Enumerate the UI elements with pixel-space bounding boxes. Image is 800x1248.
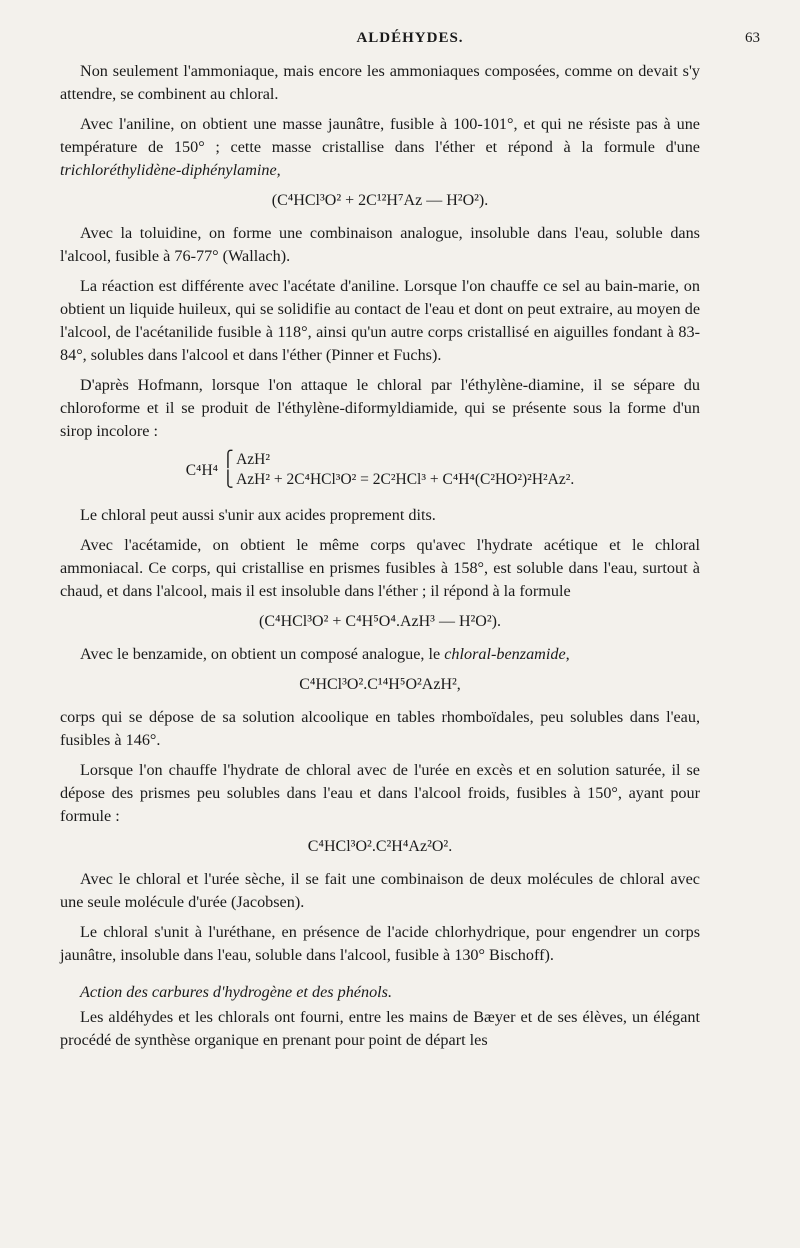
paragraph: Le chloral peut aussi s'unir aux acides proprement dits.	[80, 506, 436, 524]
paragraph: Avec le chloral et l'urée sèche, il se fait une combinaison de deux molécules de chloral avec une seule molécule d'urée (Jacobsen).	[60, 870, 700, 911]
section-title: Action des carbures d'hydrogène et des phénols.	[80, 983, 393, 1001]
paragraph: Non seulement l'ammoniaque, mais encore les ammoniaques composées, comme on devait s'y attendre, se combinent au chloral.	[60, 62, 700, 103]
page-header	[60, 30, 760, 54]
paragraph: Le chloral s'unit à l'uréthane, en présence de l'acide chlorhydrique, pour engendrer un corps jaunâtre, insoluble dans l'eau, soluble dans l'alcool, fusible à 130° Bischoff).	[60, 923, 700, 964]
paragraph	[60, 113, 700, 182]
paragraph: La réaction est différente avec l'acétate d'aniline. Lorsque l'on chauffe ce sel au bain-marie, on obtient un liquide huileux, qui se solidifie au contact de l'eau et dont on peut extraire, au moyen de l'alcool, de l'acétanilide fusible à 118°, ainsi qu'un autre corps cristallisé en aiguilles fondant à 83-84°, solubles dans l'alcool et dans l'éther (Pinner et Fuchs).	[60, 277, 700, 364]
formula-lines	[222, 450, 574, 490]
brace-formula	[60, 450, 700, 490]
formula: (C⁴HCl³O² + 2C¹²H⁷Az — H²O²).	[271, 192, 489, 209]
running-title: ALDÉHYDES.	[356, 30, 464, 46]
brace-top-icon: ⎧	[222, 451, 234, 468]
compound-name: chloral-benzamide,	[444, 645, 570, 663]
paragraph-text: Avec le benzamide, on obtient un composé analogue, le	[80, 645, 445, 663]
paragraph: Avec l'acétamide, on obtient le même corps qu'avec l'hydrate acétique et le chloral ammoniacal. Ce corps, qui cristallise en prismes fusibles à 158°, est soluble dans l'eau, surtout à chaud, et dans l'alcool, mais il est insoluble dans l'éther ; il répond à la formule	[60, 536, 700, 600]
paragraph-text: Avec l'aniline, on obtient une masse jaunâtre, fusible à 100-101°, et qui ne résiste pas à une température de 150° ; cette masse cristallise dans l'éther et répond à la formule d'une	[60, 115, 700, 156]
formula-line-top: AzH²	[236, 451, 270, 468]
paragraph: D'après Hofmann, lorsque l'on attaque le chloral par l'éthylène-diamine, il se sépare du chloroforme et il se produit de l'éthylène-diformyldiamide, qui se présente sous la forme d'un sirop incolore :	[60, 376, 700, 440]
paragraph: Avec la toluidine, on forme une combinaison analogue, insoluble dans l'eau, soluble dans l'alcool, fusible à 76-77° (Wallach).	[60, 224, 700, 265]
paragraph: Lorsque l'on chauffe l'hydrate de chloral avec de l'urée en excès et en solution saturée, il se dépose des prismes peu solubles dans l'eau et dans l'alcool froids, fusibles à 150°, ayant pour formule :	[60, 761, 700, 825]
compound-name: trichloréthylidène-diphénylamine,	[60, 161, 281, 179]
body-text	[60, 60, 700, 1059]
formula-radical: C⁴H⁴	[185, 461, 219, 479]
paragraph	[60, 643, 700, 666]
formula: C⁴HCl³O².C¹⁴H⁵O²AzH²,	[299, 676, 461, 693]
formula: (C⁴HCl³O² + C⁴H⁵O⁴.AzH³ — H²O²).	[259, 613, 501, 630]
paragraph: Les aldéhydes et les chlorals ont fourni, entre les mains de Bæyer et de ses élèves, un élégant procédé de synthèse organique en prenant pour point de départ les	[60, 1008, 700, 1049]
paragraph: corps qui se dépose de sa solution alcoolique en tables rhomboïdales, peu solubles dans l'eau, fusibles à 146°.	[60, 708, 700, 749]
formula: C⁴HCl³O².C²H⁴Az²O².	[307, 838, 453, 855]
brace-bottom-icon: ⎩	[222, 471, 234, 488]
page-number: 63	[745, 30, 760, 46]
formula-line-bottom: AzH² + 2C⁴HCl³O² = 2C²HCl³ + C⁴H⁴(C²HO²)²H²Az².	[236, 471, 575, 488]
